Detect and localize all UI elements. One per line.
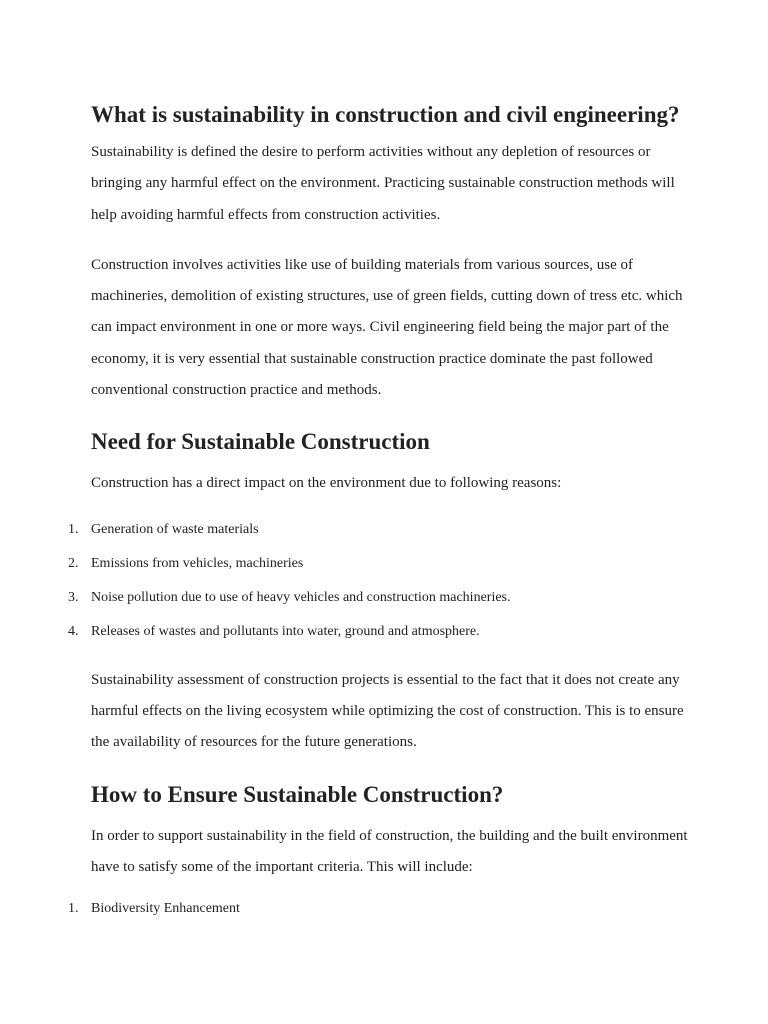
list-item-number: 2. bbox=[68, 555, 79, 571]
list-item-text: Noise pollution due to use of heavy vehicles and construction machineries. bbox=[91, 589, 511, 605]
list-item-text: Generation of waste materials bbox=[91, 521, 259, 537]
heading-what-is-sustainability: What is sustainability in construction and civil engineering? bbox=[91, 102, 680, 127]
list-item-number: 1. bbox=[68, 901, 79, 917]
list-item-text: Emissions from vehicles, machineries bbox=[91, 555, 304, 571]
list-item-number: 4. bbox=[68, 623, 79, 639]
paragraph-construction-activities: Construction involves activities like use of building materials from various sources, use of machineries, demolition of existing structures, use of green fields, cutting down of tress etc. which can impact environment in one or more ways. Civil engineering field being the major part of the economy, it is very essential that sustainable construction practice dominate the past followed conventional construction practice and methods. bbox=[91, 256, 683, 399]
heading-how-to-ensure: How to Ensure Sustainable Construction? bbox=[91, 781, 504, 807]
article-body bbox=[68, 96, 691, 926]
heading-need-for-sustainable-construction: Need for Sustainable Construction bbox=[91, 429, 430, 455]
list-item-number: 3. bbox=[68, 589, 79, 605]
paragraph-assessment: Sustainability assessment of construction projects is essential to the fact that it does not create any harmful effects on the living ecosystem while optimizing the cost of construction. This is to ensure the availability of resources for the future generations. bbox=[91, 671, 684, 751]
list-item bbox=[68, 615, 691, 649]
paragraph-criteria-intro: In order to support sustainability in the field of construction, the building and the built environment have to satisfy some of the important criteria. This will include: bbox=[91, 827, 688, 875]
paragraph-direct-impact: Construction has a direct impact on the environment due to following reasons: bbox=[91, 475, 562, 492]
list-item bbox=[68, 581, 691, 615]
paragraph-definition: Sustainability is defined the desire to perform activities without any depletion of resources or bringing any harmful effect on the environment. Practicing sustainable construction methods will help avoiding harmful effects from construction activities. bbox=[91, 144, 675, 223]
list-item-number: 1. bbox=[68, 521, 79, 537]
criteria-list bbox=[68, 892, 691, 926]
list-item-text: Biodiversity Enhancement bbox=[91, 901, 240, 917]
list-item bbox=[68, 547, 691, 581]
list-item bbox=[68, 513, 691, 547]
list-item-text: Releases of wastes and pollutants into water, ground and atmosphere. bbox=[91, 623, 480, 639]
list-item bbox=[68, 892, 691, 926]
reasons-list bbox=[68, 513, 691, 649]
